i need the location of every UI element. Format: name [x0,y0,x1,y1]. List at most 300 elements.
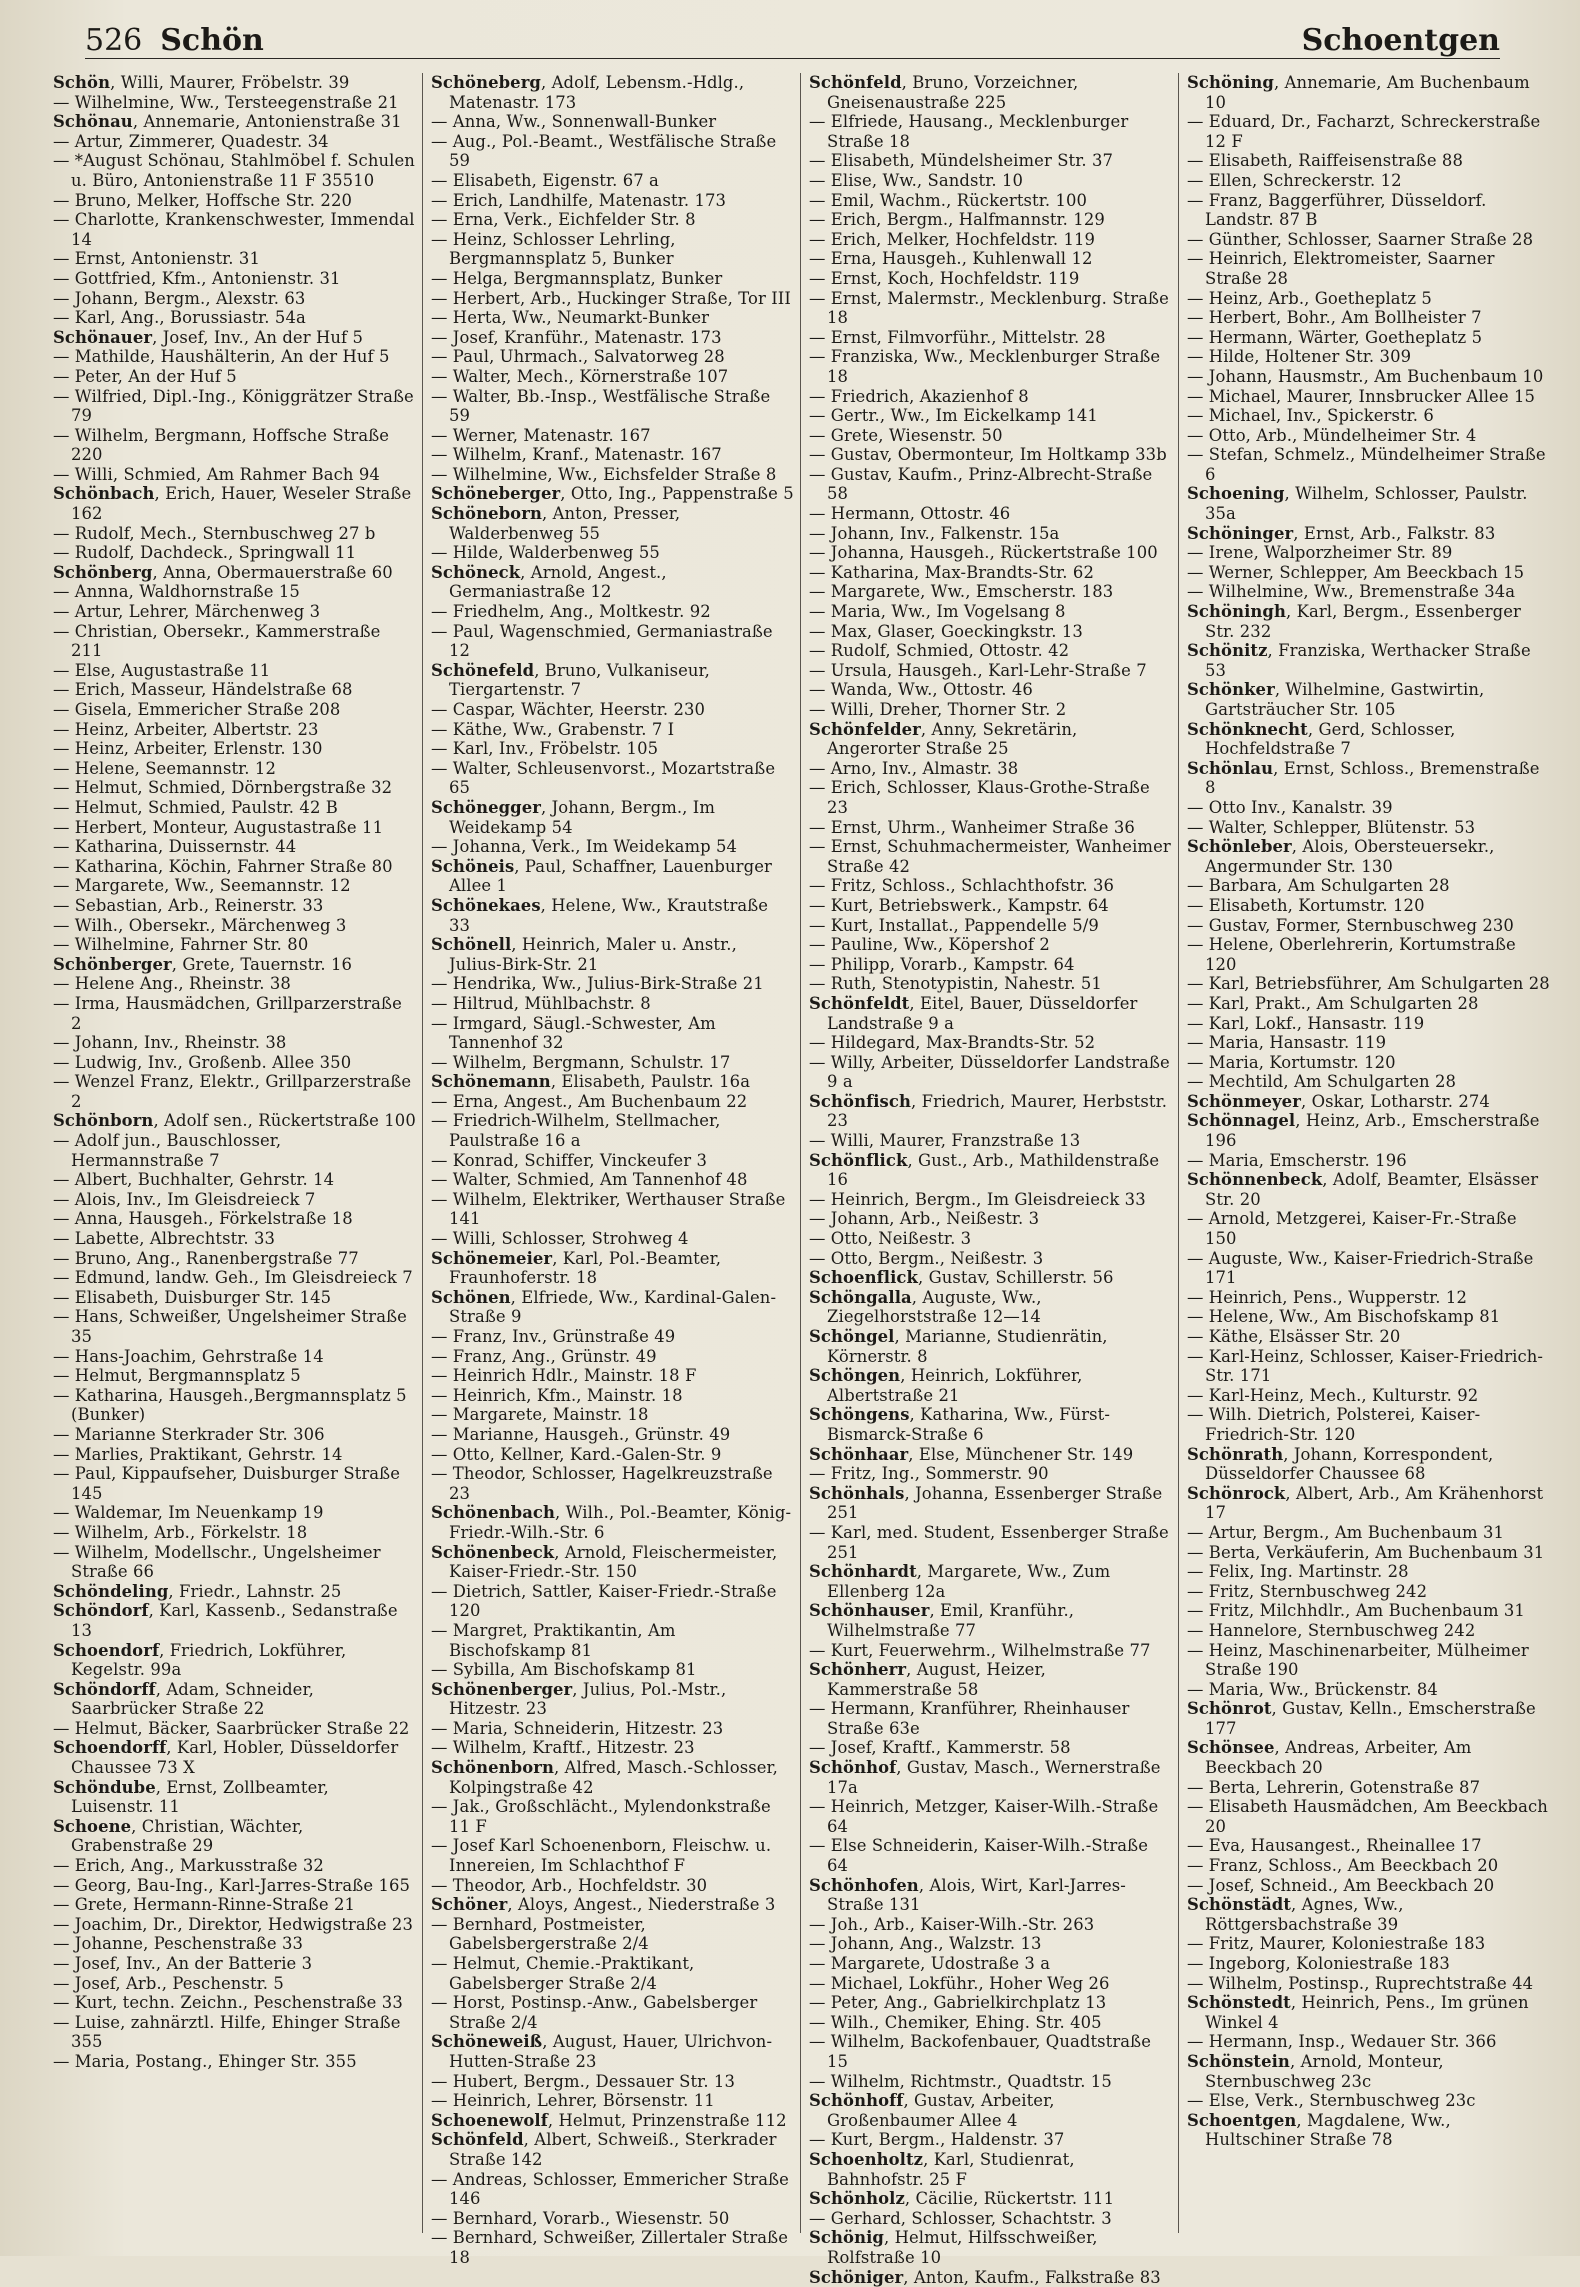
directory-entry: — Arno, Inv., Almastr. 38 [809,759,1172,779]
directory-entry-surname: Schönberg, Anna, Obermauerstraße 60 [53,563,416,583]
directory-entry: — Erich, Ang., Markusstraße 32 [53,1856,416,1876]
directory-entry: — Katharina, Hausgeh.,Bergmannsplatz 5 (Bunker) [53,1386,416,1425]
directory-entry: — Margarete, Mainstr. 18 [431,1405,794,1425]
directory-entry: — Christian, Obersekr., Kammerstraße 211 [53,622,416,661]
directory-entry: — Paul, Uhrmach., Salvatorweg 28 [431,347,794,367]
directory-entry: — Wanda, Ww., Ottostr. 46 [809,680,1172,700]
directory-entry: — Karl, Lokf., Hansastr. 119 [1187,1014,1551,1034]
directory-entry-surname: Schoendorf, Friedrich, Lokführer, Kegelstr. 99a [53,1641,416,1680]
directory-entry: — Wilhelm, Postinsp., Ruprechtstraße 44 [1187,1974,1551,1994]
directory-entry-surname: Schönhoff, Gustav, Arbeiter, Großenbaumer Allee 4 [809,2091,1172,2130]
directory-entry: — Paul, Wagenschmied, Germaniastraße 12 [431,622,794,661]
directory-entry: — Karl-Heinz, Mech., Kulturstr. 92 [1187,1386,1551,1406]
directory-entry: — Gottfried, Kfm., Antonienstr. 31 [53,269,416,289]
directory-entry: — Eva, Hausangest., Rheinallee 17 [1187,1836,1551,1856]
directory-entry: — Franz, Inv., Grünstraße 49 [431,1327,794,1347]
directory-entry: — Margarete, Ww., Seemannstr. 12 [53,876,416,896]
directory-entry: — Max, Glaser, Goeckingkstr. 13 [809,622,1172,642]
directory-entry: — Luise, zahnärztl. Hilfe, Ehinger Straße 355 [53,2013,416,2052]
directory-column-4 [1179,73,1557,2233]
directory-entry: — Maria, Schneiderin, Hitzestr. 23 [431,1719,794,1739]
directory-entry: — Fritz, Maurer, Koloniestraße 183 [1187,1934,1551,1954]
directory-entry: — Walter, Schleusenvorst., Mozartstraße 65 [431,759,794,798]
directory-entry: — Kurt, Feuerwehrm., Wilhelmstraße 77 [809,1641,1172,1661]
directory-entry: — Bernhard, Schweißer, Zillertaler Straße 18 [431,2228,794,2267]
directory-entry-surname: Schöniger, Anton, Kaufm., Falkstraße 83 [809,2268,1172,2287]
directory-entry-surname: Schönfelder, Anny, Sekretärin, Angerorter Straße 25 [809,720,1172,759]
directory-entry: — Elisabeth, Eigenstr. 67 a [431,171,794,191]
last-name-keyword: Schoentgen [1302,23,1500,58]
directory-entry-surname: Schönfisch, Friedrich, Maurer, Herbststr. 23 [809,1092,1172,1131]
directory-entry: — Wenzel Franz, Elektr., Grillparzerstraße 2 [53,1072,416,1111]
directory-entry: — Herbert, Monteur, Augustastraße 11 [53,818,416,838]
directory-entry: — Annna, Waldhornstraße 15 [53,582,416,602]
directory-entry: — Erna, Hausgeh., Kuhlenwall 12 [809,249,1172,269]
directory-entry: — Ludwig, Inv., Großenb. Allee 350 [53,1053,416,1073]
directory-entry: — Sybilla, Am Bischofskamp 81 [431,1660,794,1680]
directory-entry: — Georg, Bau-Ing., Karl-Jarres-Straße 165 [53,1876,416,1896]
directory-entry: — Helmut, Schmied, Paulstr. 42 B [53,798,416,818]
directory-entry: — Helmut, Bergmannsplatz 5 [53,1366,416,1386]
directory-entry-surname: Schönlau, Ernst, Schloss., Bremenstraße 8 [1187,759,1551,798]
directory-entry-surname: Schönhardt, Margarete, Ww., Zum Ellenberg 12a [809,1562,1172,1601]
directory-entry: — Johanna, Hausgeh., Rückertstraße 100 [809,543,1172,563]
directory-column-3 [801,73,1179,2233]
directory-entry: — Emil, Wachm., Rückertstr. 100 [809,191,1172,211]
directory-entry: — Hermann, Ottostr. 46 [809,504,1172,524]
directory-entry: — Bruno, Melker, Hoffsche Str. 220 [53,191,416,211]
directory-entry-surname: Schönenberger, Julius, Pol.-Mstr., Hitzestr. 23 [431,1680,794,1719]
directory-entry-surname: Schönfeld, Bruno, Vorzeichner, Gneisenaustraße 225 [809,73,1172,112]
directory-entry-surname: Schönholz, Cäcilie, Rückertstr. 111 [809,2189,1172,2209]
directory-entry-surname: Schönhals, Johanna, Essenberger Straße 251 [809,1484,1172,1523]
directory-entry: — Johann, Inv., Falkenstr. 15a [809,524,1172,544]
directory-entry: — Wilfried, Dipl.-Ing., Königgrätzer Straße 79 [53,387,416,426]
directory-entry: — Erna, Angest., Am Buchenbaum 22 [431,1092,794,1112]
directory-entry: — Johann, Inv., Rheinstr. 38 [53,1033,416,1053]
directory-entry: — Katharina, Max-Brandts-Str. 62 [809,563,1172,583]
directory-entry: — Kurt, Installat., Pappendelle 5/9 [809,916,1172,936]
directory-entry: — Peter, An der Huf 5 [53,367,416,387]
directory-entry-surname: Schoentgen, Magdalene, Ww., Hultschiner Straße 78 [1187,2111,1551,2150]
directory-entry: — Johanne, Peschenstraße 33 [53,1934,416,1954]
directory-entry: — Käthe, Elsässer Str. 20 [1187,1327,1551,1347]
directory-entry: — Wilhelmine, Ww., Eichsfelder Straße 8 [431,465,794,485]
directory-entry: — Willi, Maurer, Franzstraße 13 [809,1131,1172,1151]
directory-entry: — Theodor, Schlosser, Hagelkreuzstraße 23 [431,1464,794,1503]
directory-entry: — Elise, Ww., Sandstr. 10 [809,171,1172,191]
directory-entry: — Grete, Wiesenstr. 50 [809,426,1172,446]
directory-entry: — Fritz, Schloss., Schlachthofstr. 36 [809,876,1172,896]
directory-entry: — Elisabeth, Kortumstr. 120 [1187,896,1551,916]
directory-entry: — Anna, Hausgeh., Förkelstraße 18 [53,1209,416,1229]
directory-entry-surname: Schönfeldt, Eitel, Bauer, Düsseldorfer Landstraße 9 a [809,994,1172,1033]
directory-entry: — Wilhelm, Bergmann, Schulstr. 17 [431,1053,794,1073]
directory-entry-surname: Schöneis, Paul, Schaffner, Lauenburger Allee 1 [431,857,794,896]
directory-entry: — Else, Verk., Sternbuschweg 23c [1187,2091,1551,2111]
directory-entry-surname: Schönegger, Johann, Bergm., Im Weidekamp 54 [431,798,794,837]
directory-entry-surname: Schönenbeck, Arnold, Fleischermeister, Kaiser-Friedr.-Str. 150 [431,1543,794,1582]
directory-entry: — Gustav, Kaufm., Prinz-Albrecht-Straße 58 [809,465,1172,504]
directory-entry: — Heinrich, Metzger, Kaiser-Wilh.-Straße 64 [809,1797,1172,1836]
directory-entry: — Barbara, Am Schulgarten 28 [1187,876,1551,896]
directory-entry: — Erich, Schlosser, Klaus-Grothe-Straße 23 [809,778,1172,817]
directory-column-1 [45,73,423,2233]
directory-entry: — Maria, Hansastr. 119 [1187,1033,1551,1053]
directory-entry: — Ellen, Schreckerstr. 12 [1187,171,1551,191]
directory-entry-surname: Schoenflick, Gustav, Schillerstr. 56 [809,1268,1172,1288]
directory-entry: — Fritz, Sternbuschweg 242 [1187,1582,1551,1602]
directory-entry: — Aug., Pol.-Beamt., Westfälische Straße 59 [431,132,794,171]
directory-entry: — Wilhelm, Kraftf., Hitzestr. 23 [431,1738,794,1758]
directory-entry: — Elisabeth, Raiffeisenstraße 88 [1187,151,1551,171]
directory-entry: — Heinrich, Kfm., Mainstr. 18 [431,1386,794,1406]
directory-entry-surname: Schönrath, Johann, Korrespondent, Düsseldorfer Chaussee 68 [1187,1445,1551,1484]
directory-entry: — Willi, Schmied, Am Rahmer Bach 94 [53,465,416,485]
directory-entry: — Anna, Ww., Sonnenwall-Bunker [431,112,794,132]
directory-entry-surname: Schönherr, August, Heizer, Kammerstraße 58 [809,1660,1172,1699]
directory-entry: — Josef, Arb., Peschenstr. 5 [53,1974,416,1994]
first-name-keyword: Schön [160,23,264,58]
directory-entry: — Maria, Kortumstr. 120 [1187,1053,1551,1073]
directory-entry: — Horst, Postinsp.-Anw., Gabelsberger Straße 2/4 [431,1993,794,2032]
directory-entry: — Hiltrud, Mühlbachstr. 8 [431,994,794,1014]
directory-entry: — Labette, Albrechtstr. 33 [53,1229,416,1249]
directory-entry: — Else, Augustastraße 11 [53,661,416,681]
directory-entry: — Maria, Ww., Brückenstr. 84 [1187,1680,1551,1700]
directory-entry: — Ernst, Antonienstr. 31 [53,249,416,269]
directory-entry: — Ernst, Koch, Hochfeldstr. 119 [809,269,1172,289]
directory-entry: — Heinz, Maschinenarbeiter, Mülheimer Straße 190 [1187,1641,1551,1680]
directory-entry-surname: Schönstädt, Agnes, Ww., Röttgersbachstraße 39 [1187,1895,1551,1934]
directory-entry: — Wilhelmine, Ww., Bremenstraße 34a [1187,582,1551,602]
directory-entry: — Johanna, Verk., Im Weidekamp 54 [431,837,794,857]
directory-entry: — Marianne, Hausgeh., Grünstr. 49 [431,1425,794,1445]
directory-entry: — Else Schneiderin, Kaiser-Wilh.-Straße 64 [809,1836,1172,1875]
directory-entry: — Johann, Ang., Walzstr. 13 [809,1934,1172,1954]
directory-entry: — Pauline, Ww., Köpershof 2 [809,935,1172,955]
directory-entry-surname: Schöngen, Heinrich, Lokführer, Albertstraße 21 [809,1366,1172,1405]
directory-entry-surname: Schöndube, Ernst, Zollbeamter, Luisenstr. 11 [53,1778,416,1817]
directory-entry: — Helmut, Schmied, Dörnbergstraße 32 [53,778,416,798]
directory-entry: — Paul, Kippaufseher, Duisburger Straße 145 [53,1464,416,1503]
directory-entry: — Hans, Schweißer, Ungelsheimer Straße 35 [53,1307,416,1346]
directory-entry: — Marianne Sterkrader Str. 306 [53,1425,416,1445]
directory-entry: — Herbert, Arb., Huckinger Straße, Tor III [431,289,794,309]
directory-entry: — Heinz, Arbeiter, Erlenstr. 130 [53,739,416,759]
directory-entry: — Hilde, Walderbenweg 55 [431,543,794,563]
directory-entry: — Walter, Schmied, Am Tannenhof 48 [431,1170,794,1190]
directory-entry: — Katharina, Köchin, Fahrner Straße 80 [53,857,416,877]
directory-entry: — Caspar, Wächter, Heerstr. 230 [431,700,794,720]
directory-entry-surname: Schöndorf, Karl, Kassenb., Sedanstraße 13 [53,1601,416,1640]
directory-entry: — Franziska, Ww., Mecklenburger Straße 18 [809,347,1172,386]
directory-entry: — Helmut, Bäcker, Saarbrücker Straße 22 [53,1719,416,1739]
directory-entry: — Kurt, Bergm., Haldenstr. 37 [809,2130,1172,2150]
directory-entry: — Johann, Hausmstr., Am Buchenbaum 10 [1187,367,1551,387]
directory-entry: — Franz, Ang., Grünstr. 49 [431,1347,794,1367]
directory-entry-surname: Schönitz, Franziska, Werthacker Straße 53 [1187,641,1551,680]
directory-entry-surname: Schönsee, Andreas, Arbeiter, Am Beeckbach 20 [1187,1738,1551,1777]
directory-entry: — Werner, Matenastr. 167 [431,426,794,446]
directory-entry: — Waldemar, Im Neuenkamp 19 [53,1503,416,1523]
directory-entry-surname: Schöneberg, Adolf, Lebensm.-Hdlg., Matenastr. 173 [431,73,794,112]
directory-entry: — Heinz, Arbeiter, Albertstr. 23 [53,720,416,740]
page-number: 526 [85,23,142,58]
directory-entry: — Edmund, landw. Geh., Im Gleisdreieck 7 [53,1268,416,1288]
directory-entry-surname: Schöndeling, Friedr., Lahnstr. 25 [53,1582,416,1602]
directory-entry: — Helene, Ww., Am Bischofskamp 81 [1187,1307,1551,1327]
directory-entry: — Herta, Ww., Neumarkt-Bunker [431,308,794,328]
directory-entry: — Otto, Neißestr. 3 [809,1229,1172,1249]
directory-entry: — Wilhelm, Richtmstr., Quadtstr. 15 [809,2072,1172,2092]
directory-entry: — Walter, Mech., Körnerstraße 107 [431,367,794,387]
directory-entry: — Heinrich Hdlr., Mainstr. 18 F [431,1366,794,1386]
directory-entry: — Johann, Bergm., Alexstr. 63 [53,289,416,309]
directory-entry: — Wilhelm, Modellschr., Ungelsheimer Straße 66 [53,1543,416,1582]
directory-entry: — Charlotte, Krankenschwester, Immendal 14 [53,210,416,249]
directory-entry: — Karl, Inv., Fröbelstr. 105 [431,739,794,759]
directory-entry: — Elisabeth, Duisburger Str. 145 [53,1288,416,1308]
directory-entry: — Mathilde, Haushälterin, An der Huf 5 [53,347,416,367]
directory-entry: — Josef, Schneid., Am Beeckbach 20 [1187,1876,1551,1896]
directory-entry-surname: Schön, Willi, Maurer, Fröbelstr. 39 [53,73,416,93]
directory-entry-surname: Schönhof, Gustav, Masch., Wernerstraße 17a [809,1758,1172,1797]
directory-entry: — Ernst, Uhrm., Wanheimer Straße 36 [809,818,1172,838]
directory-entry: — Arnold, Metzgerei, Kaiser-Fr.-Straße 150 [1187,1209,1551,1248]
directory-entry: — Erich, Bergm., Halfmannstr. 129 [809,210,1172,230]
directory-entry: — Karl-Heinz, Schlosser, Kaiser-Friedrich-Str. 171 [1187,1347,1551,1386]
directory-entry: — Hubert, Bergm., Dessauer Str. 13 [431,2072,794,2092]
directory-entry: — Mechtild, Am Schulgarten 28 [1187,1072,1551,1092]
directory-entry: — Michael, Maurer, Innsbrucker Allee 15 [1187,387,1551,407]
directory-entry: — Felix, Ing. Martinstr. 28 [1187,1562,1551,1582]
directory-entry-surname: Schönbach, Erich, Hauer, Weseler Straße 162 [53,484,416,523]
directory-entry: — Willi, Schlosser, Strohweg 4 [431,1229,794,1249]
directory-entry: — Willy, Arbeiter, Düsseldorfer Landstraße 9 a [809,1053,1172,1092]
directory-entry: — Helga, Bergmannsplatz, Bunker [431,269,794,289]
directory-entry: — Karl, med. Student, Essenberger Straße 251 [809,1523,1172,1562]
directory-entry: — Stefan, Schmelz., Mündelheimer Straße 6 [1187,445,1551,484]
directory-entry: — Walter, Schlepper, Blütenstr. 53 [1187,818,1551,838]
directory-entry: — Johann, Arb., Neißestr. 3 [809,1209,1172,1229]
directory-entry: — Margarete, Udostraße 3 a [809,1954,1172,1974]
directory-entry: — Berta, Lehrerin, Gotenstraße 87 [1187,1778,1551,1798]
directory-entry-surname: Schönemeier, Karl, Pol.-Beamter, Fraunhoferstr. 18 [431,1249,794,1288]
directory-entry: — Wilh. Dietrich, Polsterei, Kaiser-Friedrich-Str. 120 [1187,1405,1551,1444]
directory-entry-surname: Schönknecht, Gerd, Schlosser, Hochfeldstraße 7 [1187,720,1551,759]
directory-entry-surname: Schönberger, Grete, Tauernstr. 16 [53,955,416,975]
directory-entry-surname: Schoenholtz, Karl, Studienrat, Bahnhofstr. 25 F [809,2150,1172,2189]
directory-entry: — Grete, Hermann-Rinne-Straße 21 [53,1895,416,1915]
directory-entry: — Hildegard, Max-Brandts-Str. 52 [809,1033,1172,1053]
directory-entry: — Artur, Zimmerer, Quadestr. 34 [53,132,416,152]
directory-entry: — Maria, Emscherstr. 196 [1187,1151,1551,1171]
directory-entry-surname: Schoenewolf, Helmut, Prinzenstraße 112 [431,2111,794,2131]
directory-entry-surname: Schönfeld, Albert, Schweiß., Sterkrader Straße 142 [431,2130,794,2169]
directory-entry-surname: Schönker, Wilhelmine, Gastwirtin, Gartsträucher Str. 105 [1187,680,1551,719]
directory-entry: — Wilhelmine, Ww., Tersteegenstraße 21 [53,93,416,113]
directory-entry: — Helene, Seemannstr. 12 [53,759,416,779]
directory-entry: — Theodor, Arb., Hochfeldstr. 30 [431,1876,794,1896]
directory-entry-surname: Schönhaar, Else, Münchener Str. 149 [809,1445,1172,1465]
directory-entry: — Karl, Ang., Borussiastr. 54a [53,308,416,328]
directory-entry: — Bruno, Ang., Ranenbergstraße 77 [53,1249,416,1269]
directory-entry-surname: Schönemann, Elisabeth, Paulstr. 16a [431,1072,794,1092]
directory-entry: — Artur, Lehrer, Märchenweg 3 [53,602,416,622]
directory-entry-surname: Schönnenbeck, Adolf, Beamter, Elsässer Str. 20 [1187,1170,1551,1209]
directory-entry: — Michael, Lokführ., Hoher Weg 26 [809,1974,1172,1994]
directory-entry: — Gustav, Former, Sternbuschweg 230 [1187,916,1551,936]
directory-entry-surname: Schöngalla, Auguste, Ww., Ziegelhorststraße 12—14 [809,1288,1172,1327]
directory-entry: — Wilhelmine, Fahrner Str. 80 [53,935,416,955]
directory-entry: — Philipp, Vorarb., Kampstr. 64 [809,955,1172,975]
directory-entry-surname: Schoening, Wilhelm, Schlosser, Paulstr. 35a [1187,484,1551,523]
directory-entry: — Franz, Baggerführer, Düsseldorf. Landstr. 87 B [1187,191,1551,230]
directory-entry: — Hannelore, Sternbuschweg 242 [1187,1621,1551,1641]
directory-entry: — Rudolf, Mech., Sternbuschweg 27 b [53,524,416,544]
directory-entry: — Erich, Melker, Hochfeldstr. 119 [809,230,1172,250]
directory-entry: — Wilhelm, Arb., Förkelstr. 18 [53,1523,416,1543]
directory-entry: — Wilhelm, Elektriker, Werthauser Straße 141 [431,1190,794,1229]
directory-entry-surname: Schönell, Heinrich, Maler u. Anstr., Julius-Birk-Str. 21 [431,935,794,974]
directory-entry-surname: Schöndorff, Adam, Schneider, Saarbrücker Straße 22 [53,1680,416,1719]
directory-entry: — Werner, Schlepper, Am Beeckbach 15 [1187,563,1551,583]
directory-entry: — Hans-Joachim, Gehrstraße 14 [53,1347,416,1367]
directory-entry: — Bernhard, Postmeister, Gabelsbergerstraße 2/4 [431,1915,794,1954]
directory-entry-surname: Schönenborn, Alfred, Masch.-Schlosser, Kolpingstraße 42 [431,1758,794,1797]
header-left [85,23,264,58]
directory-entry: — Erich, Masseur, Händelstraße 68 [53,680,416,700]
directory-entry-surname: Schönleber, Alois, Obersteuersekr., Angermunder Str. 130 [1187,837,1551,876]
directory-entry: — Friedrich-Wilhelm, Stellmacher, Paulstraße 16 a [431,1111,794,1150]
directory-entry: — Gerhard, Schlosser, Schachtstr. 3 [809,2209,1172,2229]
directory-entry: — Peter, Ang., Gabrielkirchplatz 13 [809,1993,1172,2013]
directory-entry-surname: Schönstein, Arnold, Monteur, Sternbuschweg 23c [1187,2052,1551,2091]
directory-entry: — Bernhard, Vorarb., Wiesenstr. 50 [431,2209,794,2229]
directory-entry: — Kurt, Betriebswerk., Kampstr. 64 [809,896,1172,916]
directory-entry: — Maria, Ww., Im Vogelsang 8 [809,602,1172,622]
directory-entry: — Alois, Inv., Im Gleisdreieck 7 [53,1190,416,1210]
directory-entry: — Irene, Walporzheimer Str. 89 [1187,543,1551,563]
directory-entry-surname: Schönefeld, Bruno, Vulkaniseur, Tiergartenstr. 7 [431,661,794,700]
directory-entry: — Artur, Bergm., Am Buchenbaum 31 [1187,1523,1551,1543]
directory-entry: — Otto, Bergm., Neißestr. 3 [809,1249,1172,1269]
directory-entry: — Erich, Landhilfe, Matenastr. 173 [431,191,794,211]
directory-columns [45,73,1560,2233]
directory-entry: — Gisela, Emmericher Straße 208 [53,700,416,720]
directory-entry: — Ernst, Schuhmachermeister, Wanheimer Straße 42 [809,837,1172,876]
directory-entry: — Willi, Dreher, Thorner Str. 2 [809,700,1172,720]
directory-entry: — Wilh., Obersekr., Märchenweg 3 [53,916,416,936]
directory-entry: — Michael, Inv., Spickerstr. 6 [1187,406,1551,426]
directory-entry: — Elisabeth, Mündelsheimer Str. 37 [809,151,1172,171]
directory-entry: — Otto, Arb., Mündelheimer Str. 4 [1187,426,1551,446]
directory-entry: — Heinrich, Elektromeister, Saarner Straße 28 [1187,249,1551,288]
directory-entry-surname: Schönmeyer, Oskar, Lotharstr. 274 [1187,1092,1551,1112]
directory-entry: — Friedhelm, Ang., Moltkestr. 92 [431,602,794,622]
directory-entry: — Ernst, Filmvorführ., Mittelstr. 28 [809,328,1172,348]
directory-entry: — Helene, Oberlehrerin, Kortumstraße 120 [1187,935,1551,974]
directory-entry: — Wilhelm, Kranf., Matenastr. 167 [431,445,794,465]
directory-entry: — Walter, Bb.-Insp., Westfälische Straße 59 [431,387,794,426]
directory-entry: — Berta, Verkäuferin, Am Buchenbaum 31 [1187,1543,1551,1563]
directory-entry: — Margret, Praktikantin, Am Bischofskamp 81 [431,1621,794,1660]
directory-entry: — Franz, Schloss., Am Beeckbach 20 [1187,1856,1551,1876]
directory-entry: — Gustav, Obermonteur, Im Holtkamp 33b [809,445,1172,465]
directory-entry: — Rudolf, Schmied, Ottostr. 42 [809,641,1172,661]
directory-entry: — Andreas, Schlosser, Emmericher Straße 146 [431,2170,794,2209]
directory-entry-surname: Schoene, Christian, Wächter, Grabenstraße 29 [53,1817,416,1856]
directory-entry: — Adolf jun., Bauschlosser, Hermannstraße 7 [53,1131,416,1170]
directory-entry: — Josef, Kranführ., Matenastr. 173 [431,328,794,348]
directory-entry: — Ruth, Stenotypistin, Nahestr. 51 [809,974,1172,994]
directory-entry: — Hermann, Wärter, Goetheplatz 5 [1187,328,1551,348]
directory-entry: — Otto Inv., Kanalstr. 39 [1187,798,1551,818]
directory-entry: — Rudolf, Dachdeck., Springwall 11 [53,543,416,563]
directory-entry: — Herbert, Bohr., Am Bollheister 7 [1187,308,1551,328]
directory-entry-surname: Schönauer, Josef, Inv., An der Huf 5 [53,328,416,348]
directory-entry: — Erna, Verk., Eichfelder Str. 8 [431,210,794,230]
directory-entry-surname: Schönig, Helmut, Hilfsschweißer, Rolfstraße 10 [809,2228,1172,2267]
directory-entry-surname: Schöninger, Ernst, Arb., Falkstr. 83 [1187,524,1551,544]
directory-entry: — Katharina, Duissernstr. 44 [53,837,416,857]
directory-entry-surname: Schöner, Aloys, Angest., Niederstraße 3 [431,1895,794,1915]
directory-entry-surname: Schöneborn, Anton, Presser, Walderbenweg 55 [431,504,794,543]
directory-entry: — Ingeborg, Koloniestraße 183 [1187,1954,1551,1974]
directory-entry: — Dietrich, Sattler, Kaiser-Friedr.-Straße 120 [431,1582,794,1621]
page-header [85,10,1500,59]
directory-entry: — Josef Karl Schoenenborn, Fleischw. u. Innereien, Im Schlachthof F [431,1836,794,1875]
directory-entry-surname: Schönnagel, Heinz, Arb., Emscherstraße 196 [1187,1111,1551,1150]
directory-entry-surname: Schönenbach, Wilh., Pol.-Beamter, König-Friedr.-Wilh.-Str. 6 [431,1503,794,1542]
directory-entry: — *August Schönau, Stahlmöbel f. Schulen u. Büro, Antonienstraße 11 F 35510 [53,151,416,190]
directory-entry: — Hermann, Insp., Wedauer Str. 366 [1187,2032,1551,2052]
directory-entry: — Auguste, Ww., Kaiser-Friedrich-Straße 171 [1187,1249,1551,1288]
directory-entry-surname: Schöneweiß, August, Hauer, Ulrichvon-Hutten-Straße 23 [431,2032,794,2071]
directory-entry-surname: Schöningh, Karl, Bergm., Essenberger Str. 232 [1187,602,1551,641]
directory-entry-surname: Schönrot, Gustav, Kelln., Emscherstraße 177 [1187,1699,1551,1738]
directory-entry-surname: Schönekaes, Helene, Ww., Krautstraße 33 [431,896,794,935]
directory-entry: — Marlies, Praktikant, Gehrstr. 14 [53,1445,416,1465]
directory-entry: — Karl, Betriebsführer, Am Schulgarten 28 [1187,974,1551,994]
directory-entry: — Maria, Postang., Ehinger Str. 355 [53,2052,416,2072]
directory-entry: — Konrad, Schiffer, Vinckeufer 3 [431,1151,794,1171]
directory-entry: — Helmut, Chemie.-Praktikant, Gabelsberger Straße 2/4 [431,1954,794,1993]
directory-column-2 [423,73,801,2233]
directory-entry-surname: Schönau, Annemarie, Antonienstraße 31 [53,112,416,132]
directory-entry: — Eduard, Dr., Facharzt, Schreckerstraße 12 F [1187,112,1551,151]
directory-entry-surname: Schönborn, Adolf sen., Rückertstraße 100 [53,1111,416,1131]
directory-entry: — Wilh., Chemiker, Ehing. Str. 405 [809,2013,1172,2033]
directory-entry: — Wilhelm, Bergmann, Hoffsche Straße 220 [53,426,416,465]
directory-entry-surname: Schöneck, Arnold, Angest., Germaniastraße 12 [431,563,794,602]
directory-entry-surname: Schönrock, Albert, Arb., Am Krähenhorst 17 [1187,1484,1551,1523]
directory-entry: — Elisabeth Hausmädchen, Am Beeckbach 20 [1187,1797,1551,1836]
directory-entry: — Heinrich, Bergm., Im Gleisdreieck 33 [809,1190,1172,1210]
directory-entry-surname: Schönhofen, Alois, Wirt, Karl-Jarres-Straße 131 [809,1876,1172,1915]
directory-entry: — Friedrich, Akazienhof 8 [809,387,1172,407]
directory-entry: — Heinz, Schlosser Lehrling, Bergmannsplatz 5, Bunker [431,230,794,269]
directory-entry: — Ursula, Hausgeh., Karl-Lehr-Straße 7 [809,661,1172,681]
directory-entry: — Margarete, Ww., Emscherstr. 183 [809,582,1172,602]
directory-entry-surname: Schöning, Annemarie, Am Buchenbaum 10 [1187,73,1551,112]
directory-entry-surname: Schöneberger, Otto, Ing., Pappenstraße 5 [431,484,794,504]
directory-entry-surname: Schönstedt, Heinrich, Pens., Im grünen Winkel 4 [1187,1993,1551,2032]
directory-entry: — Heinrich, Pens., Wupperstr. 12 [1187,1288,1551,1308]
directory-entry: — Josef, Kraftf., Kammerstr. 58 [809,1738,1172,1758]
directory-entry: — Elfriede, Hausang., Mecklenburger Straße 18 [809,112,1172,151]
